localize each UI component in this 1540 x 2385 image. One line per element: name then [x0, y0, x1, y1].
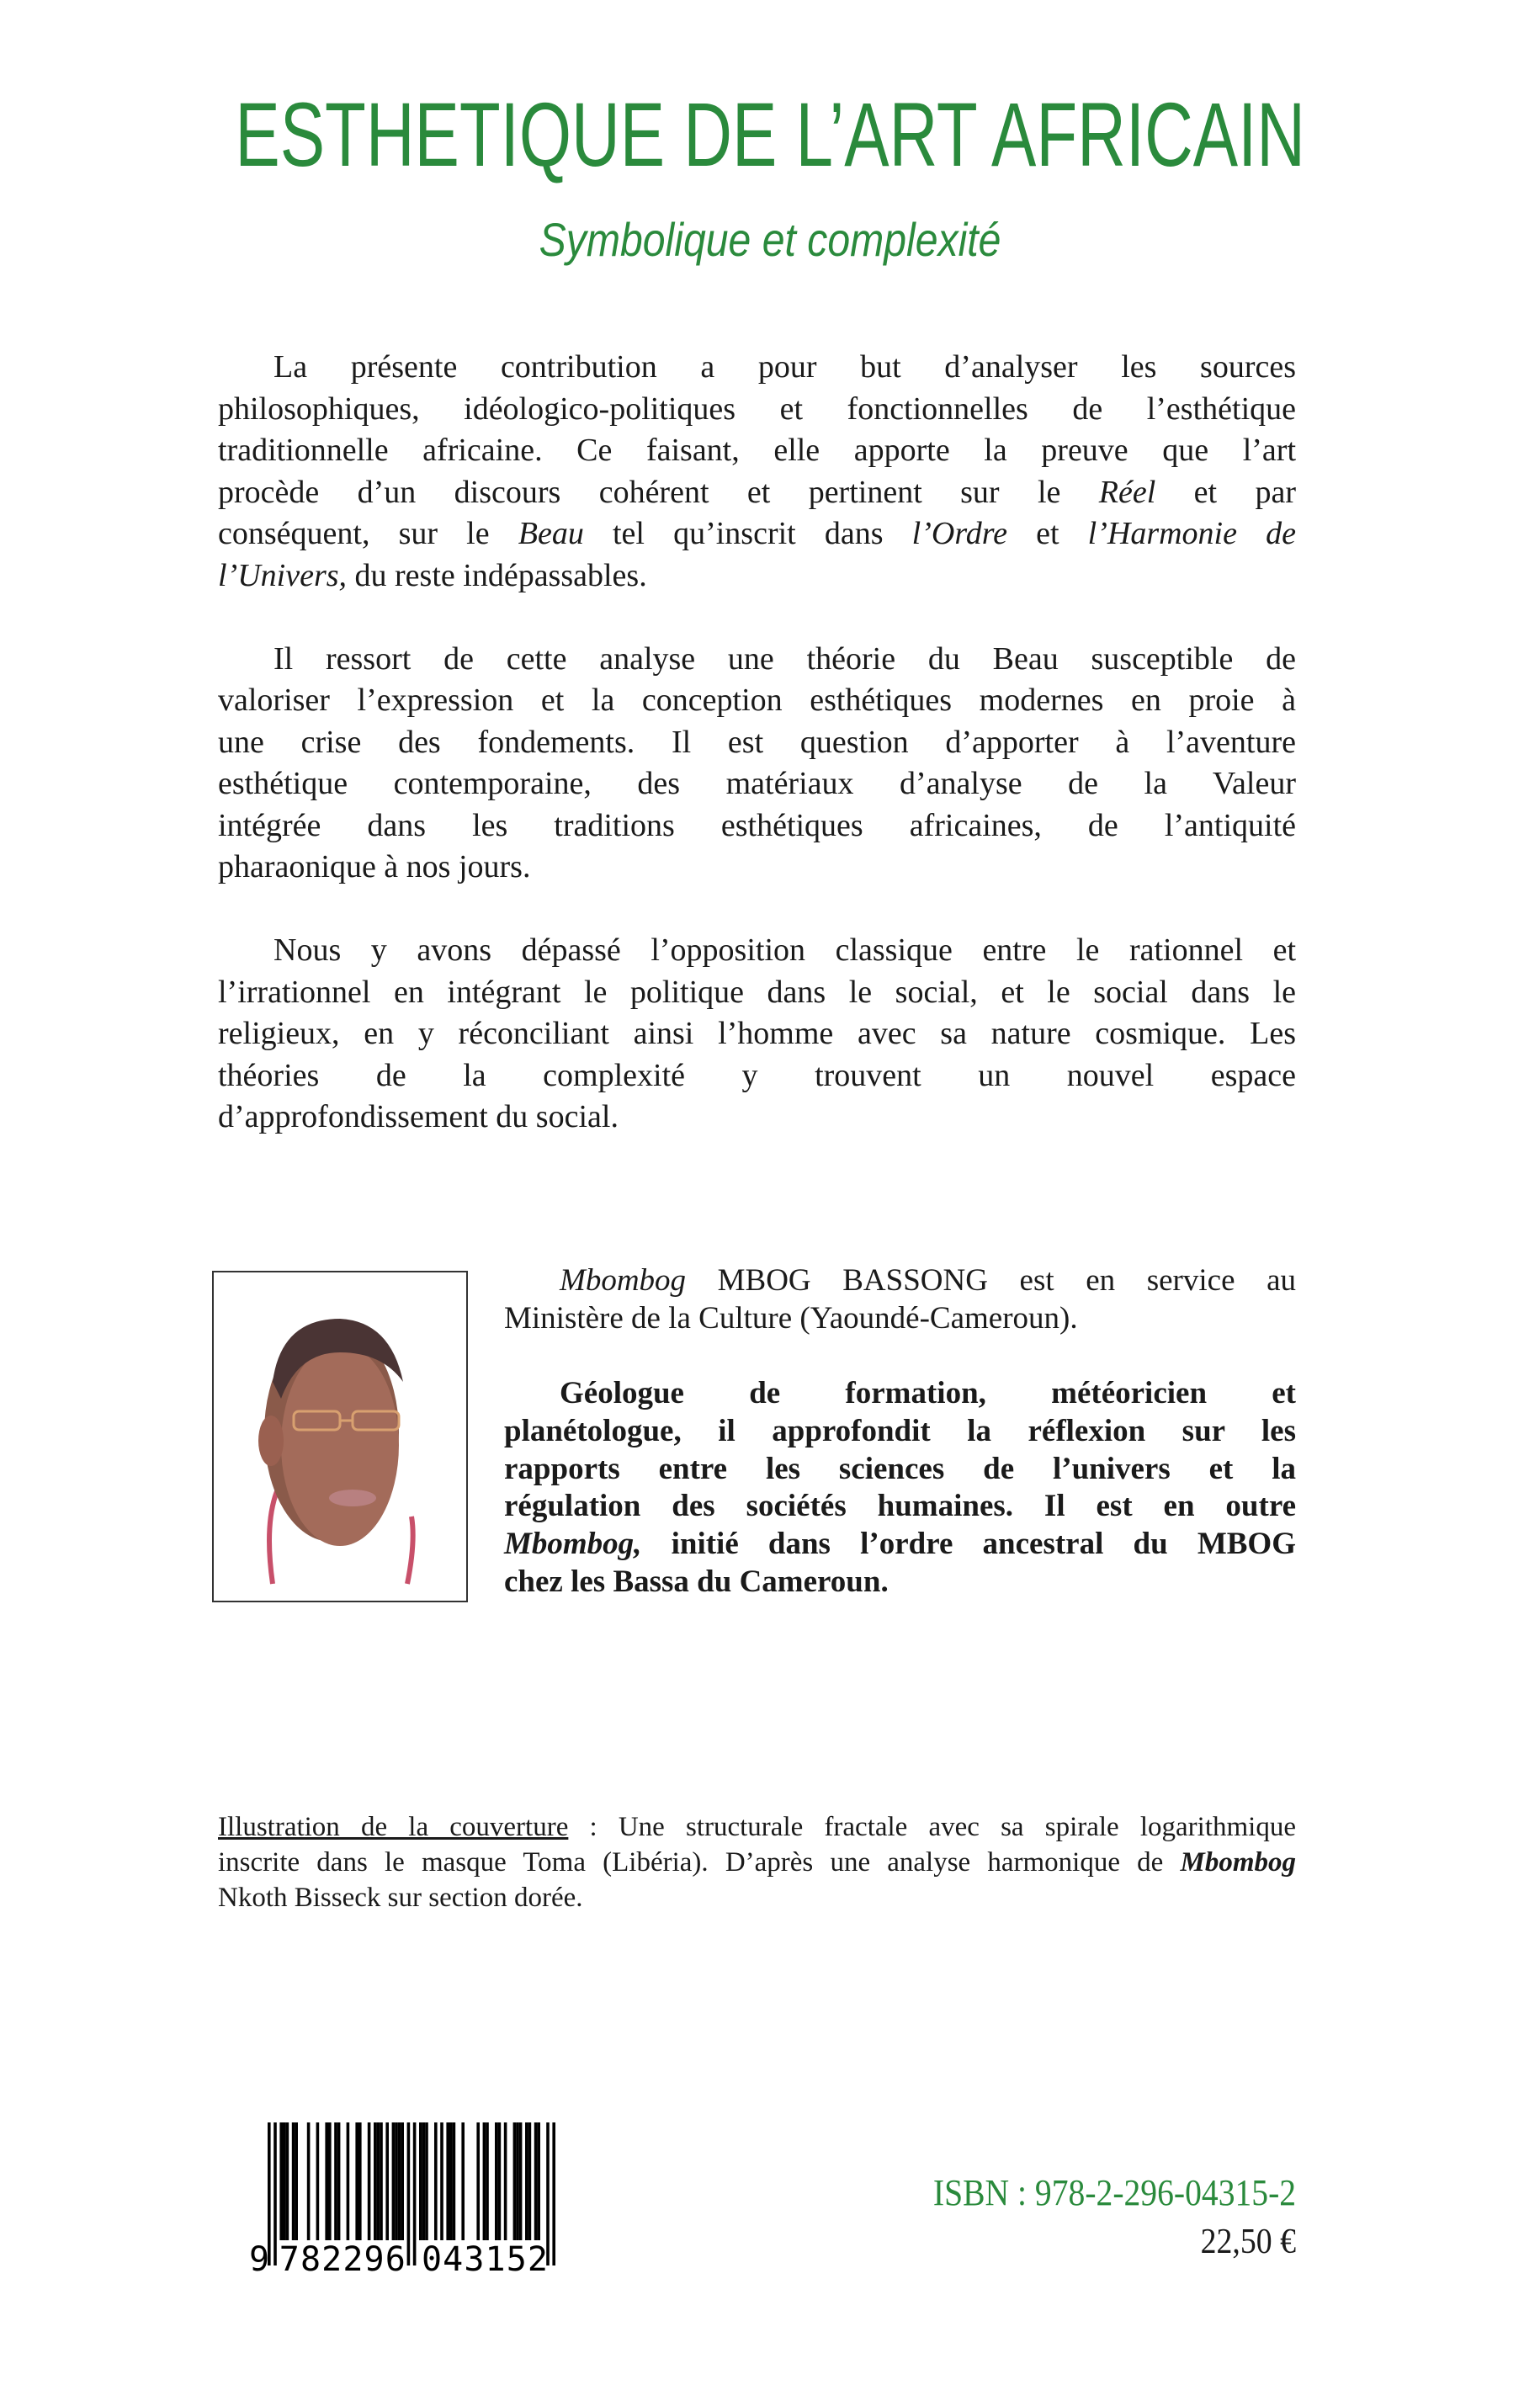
- text-line: [218, 847, 1296, 889]
- text-line: [218, 639, 1296, 681]
- barcode-bar: [446, 2122, 449, 2240]
- barcode-bar: [513, 2122, 517, 2240]
- barcode-bar: [425, 2122, 428, 2240]
- barcode-bar: [476, 2122, 480, 2240]
- barcode-bar: [534, 2122, 538, 2240]
- author-photo: [212, 1271, 468, 1602]
- text-segment: planétologue, il approfondit la réflexion sur les: [504, 1413, 1296, 1448]
- text-line: [218, 1055, 1296, 1097]
- barcode-bar: [422, 2122, 426, 2240]
- text-line: [218, 763, 1296, 805]
- text-line: [504, 1564, 1296, 1602]
- text-segment: MBOG BASSONG est en service au: [686, 1263, 1296, 1298]
- text-segment: Géologue de formation, météoricien et: [560, 1376, 1296, 1411]
- text-segment: l’Univers,: [218, 557, 348, 593]
- barcode-bar: [516, 2122, 519, 2240]
- barcode-bar: [449, 2122, 453, 2240]
- barcode-digits: 782296: [279, 2240, 406, 2274]
- barcode-bar: [380, 2122, 383, 2240]
- barcode-bar: [398, 2122, 401, 2240]
- barcode-bar: [395, 2122, 398, 2240]
- text-segment: Beau: [518, 516, 584, 551]
- barcode-bar: [525, 2122, 528, 2240]
- text-segment: théories de la complexité y trouvent un nouvel espace: [218, 1057, 1296, 1093]
- text-line: [504, 1300, 1296, 1338]
- text-line: [218, 347, 1296, 389]
- barcode-bar: [337, 2122, 341, 2240]
- text-segment: valoriser l’expression et la conception esthétiques modernes en proie à: [218, 683, 1296, 718]
- text-line: [218, 1845, 1296, 1880]
- barcode-bar: [434, 2122, 438, 2240]
- barcode-bar: [498, 2122, 502, 2240]
- price: 22,50 €: [1200, 2223, 1296, 2261]
- barcode-bar: [552, 2122, 555, 2265]
- text-segment: philosophiques, idéologico-politiques et fonctionnelles de l’esthétique: [218, 390, 1296, 427]
- text-line: [504, 1413, 1296, 1451]
- text-line: [504, 1488, 1296, 1526]
- text-line: [218, 430, 1296, 472]
- barcode-bar: [368, 2122, 371, 2240]
- text-segment: procède d’un discours cohérent et pertinent sur le: [218, 474, 1099, 510]
- text-segment: : Une structurale fractale avec sa spirale logarithmique: [568, 1812, 1296, 1842]
- text-line: [218, 513, 1296, 555]
- barcode: [249, 2122, 594, 2274]
- text-segment: pharaonique à nos jours.: [218, 849, 531, 884]
- barcode-bar: [407, 2122, 411, 2265]
- text-line: [218, 1880, 1296, 1915]
- text-segment: chez les Bassa du Cameroun.: [504, 1564, 889, 1599]
- barcode-bar: [440, 2122, 443, 2240]
- text-segment: esthétique contemporaine, des matériaux d’analyse de la Valeur: [218, 766, 1296, 801]
- barcode-bar: [419, 2122, 422, 2240]
- barcode-bar: [413, 2122, 417, 2265]
- text-line: [218, 472, 1296, 514]
- text-segment: régulation des sociétés humaines. Il est en outre: [504, 1489, 1296, 1524]
- text-line: [218, 680, 1296, 722]
- barcode-bar: [374, 2122, 377, 2240]
- text-line: [218, 805, 1296, 847]
- book-subtitle-text: Symbolique et complexité: [539, 213, 1001, 266]
- text-line: [218, 555, 1296, 598]
- summary-text: [218, 347, 1296, 1180]
- text-line: [218, 1809, 1296, 1845]
- barcode-bar: [528, 2122, 532, 2240]
- barcode-bar: [307, 2122, 311, 2240]
- text-segment: inscrite dans le masque Toma (Libéria). D’après une analyse harmonique de: [218, 1847, 1181, 1878]
- text-line: [504, 1375, 1296, 1413]
- barcode-bar: [519, 2122, 523, 2240]
- text-segment: et: [1006, 516, 1088, 551]
- barcode-digits: 9: [249, 2240, 270, 2274]
- barcode-bar: [316, 2122, 320, 2240]
- text-segment: Mbombog: [560, 1263, 687, 1298]
- text-segment: Ministère de la Culture (Yaoundé-Cameroun).: [504, 1300, 1078, 1336]
- text-line: [504, 1262, 1296, 1300]
- barcode-bar: [504, 2122, 507, 2240]
- text-segment: Il ressort de cette analyse une théorie du Beau susceptible de: [273, 640, 1296, 677]
- barcode-bar: [286, 2122, 289, 2240]
- barcode-bar: [328, 2122, 332, 2240]
- text-segment: traditionnelle africaine. Ce faisant, elle apporte la preuve que l’art: [218, 433, 1296, 468]
- barcode-bar: [461, 2122, 465, 2240]
- text-line: [218, 1097, 1296, 1139]
- text-segment: du reste indépassables.: [347, 557, 647, 593]
- text-line: [218, 972, 1296, 1014]
- text-segment: tel qu’inscrit dans: [583, 516, 912, 551]
- text-line: [504, 1451, 1296, 1489]
- text-line: [218, 722, 1296, 764]
- text-segment: conséquent, sur le: [218, 516, 518, 551]
- barcode-bar: [347, 2122, 350, 2240]
- barcode-bar: [495, 2122, 498, 2240]
- barcode-bar: [385, 2122, 389, 2240]
- text-segment: l’Harmonie de: [1087, 516, 1296, 551]
- text-segment: intégrée dans les traditions esthétiques africaines, de l’antiquité: [218, 807, 1296, 843]
- text-segment: l’Ordre: [911, 516, 1007, 551]
- paragraph: [218, 347, 1296, 597]
- text-segment: l’irrationnel en intégrant le politique dans le social, et le social dans le: [218, 974, 1296, 1010]
- paragraph: [218, 930, 1296, 1139]
- paragraph: [504, 1375, 1296, 1601]
- text-segment: Nkoth Bisseck sur section dorée.: [218, 1883, 583, 1913]
- book-title-text: ESTHETIQUE DE L’ART AFRICAIN: [235, 83, 1305, 185]
- barcode-bar: [401, 2122, 404, 2240]
- barcode-bar: [392, 2122, 396, 2240]
- barcode-bar: [334, 2122, 337, 2240]
- text-segment: Nous y avons dépassé l’opposition classique entre le rationnel et: [273, 932, 1296, 968]
- barcode-bar: [325, 2122, 328, 2240]
- barcode-bar: [377, 2122, 380, 2240]
- text-line: [504, 1526, 1296, 1564]
- barcode-bar: [283, 2122, 286, 2240]
- text-line: [218, 1013, 1296, 1055]
- text-segment: religieux, en y réconciliant ainsi l’homme avec sa nature cosmique. Les: [218, 1016, 1296, 1051]
- barcode-bar: [295, 2122, 298, 2240]
- text-segment: et par: [1155, 474, 1296, 510]
- barcode-digits: 043152: [422, 2240, 548, 2274]
- text-segment: Réel: [1098, 474, 1156, 510]
- barcode-bar: [483, 2122, 486, 2240]
- book-title: [0, 84, 1540, 185]
- isbn: ISBN : 978-2-296-04315-2: [932, 2172, 1296, 2213]
- text-segment: Illustration de la couverture: [218, 1812, 569, 1842]
- book-subtitle: [0, 210, 1540, 269]
- author-portrait-icon: [214, 1272, 466, 1601]
- cover-illustration-credit: [218, 1809, 1296, 1915]
- paragraph: [504, 1262, 1296, 1337]
- barcode-bar: [292, 2122, 295, 2240]
- barcode-bar: [453, 2122, 456, 2240]
- text-line: [218, 930, 1296, 972]
- author-bio: [504, 1262, 1296, 1639]
- text-line: [218, 389, 1296, 431]
- text-segment: Mbombog,: [504, 1526, 642, 1561]
- barcode-bar: [355, 2122, 358, 2240]
- text-segment: d’approfondissement du social.: [218, 1099, 619, 1134]
- text-segment: Mbombog: [1180, 1847, 1296, 1878]
- text-segment: rapports entre les sciences de l’univers et la: [504, 1451, 1296, 1486]
- barcode-bar: [358, 2122, 362, 2240]
- text-segment: La présente contribution a pour but d’analyser les sources: [273, 349, 1296, 385]
- barcode-bar: [537, 2122, 540, 2240]
- barcode-bar: [279, 2122, 283, 2240]
- barcode-bar: [486, 2122, 489, 2240]
- text-segment: initié dans l’ordre ancestral du MBOG: [641, 1526, 1296, 1561]
- paragraph: [218, 639, 1296, 889]
- text-segment: une crise des fondements. Il est question d’apporter à l’aventure: [218, 724, 1296, 760]
- barcode-bar: [273, 2122, 277, 2265]
